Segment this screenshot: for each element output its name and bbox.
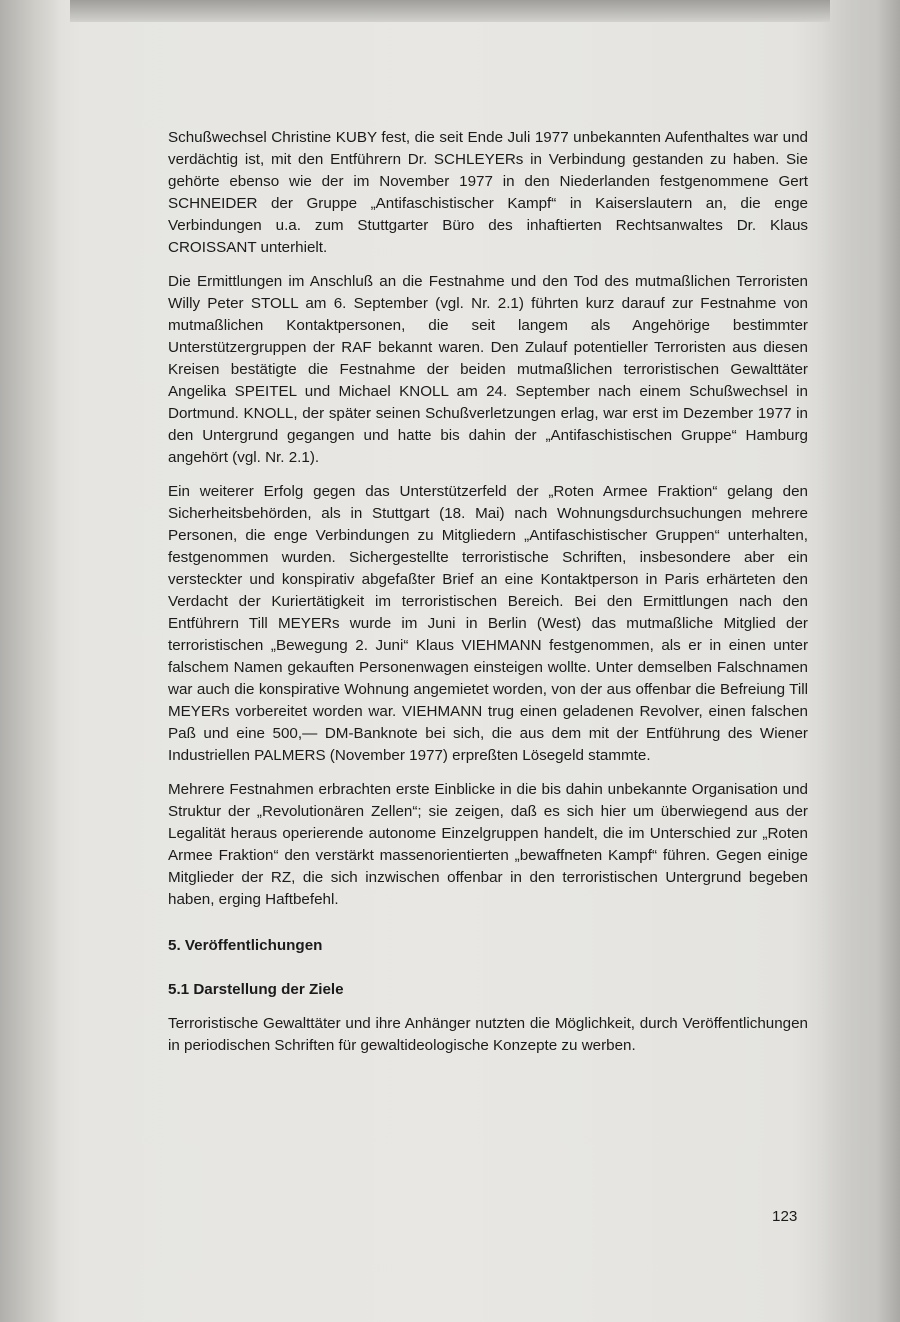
- paragraph-revolutionaere-zellen: Mehrere Festnahmen erbrachten erste Einblicke in die bis dahin unbekannte Organisation und Struktur der „Revolutionären Zellen“; sie zeigen, daß es sich hier um überwiegend aus der Legalität heraus operierende autonome Einzelgruppen handelt, die im Unterschied zur „Roten Armee Fraktion“ den verstärkt massenorientierten „bewaffneten Kampf“ führen. Gegen einige Mitglieder der RZ, die sich inzwischen offenbar in den terroristischen Untergrund begeben haben, erging Haftbefehl.: [168, 781, 808, 908]
- paragraph-veroeffentlichungen: Terroristische Gewalttäter und ihre Anhänger nutzten die Möglichkeit, durch Veröffentlichungen in periodischen Schriften für gewaltideologische Konzepte zu werben.: [168, 1015, 808, 1054]
- paragraph-kuby: Schußwechsel Christine KUBY fest, die seit Ende Juli 1977 unbekannten Aufenthaltes war und verdächtig ist, mit den Entführern Dr. SCHLEYERs in Verbindung gestanden zu haben. Sie gehörte ebenso wie der im November 1977 in den Niederlanden festgenommene Gert SCHNEIDER der Gruppe „Antifaschistischer Kampf“ in Kaiserslautern an, die enge Verbindungen u.a. zum Stuttgarter Büro des inhaftierten Rechtsanwaltes Dr. Klaus CROISSANT unterhielt.: [168, 129, 808, 256]
- paragraph-unterstuetzerfeld: Ein weiterer Erfolg gegen das Unterstützerfeld der „Roten Armee Fraktion“ gelang den Sicherheitsbehörden, als in Stuttgart (18. Mai) nach Wohnungsdurchsuchungen mehrere Personen, die enge Verbindungen zu Mitgliedern „Antifaschistischer Gruppen“ unterhalten, festgenommen wurden. Sichergestellte terroristische Schriften, insbesondere aber ein versteckter und konspirativ abgefaßter Brief an eine Kontaktperson in Paris erhärteten den Verdacht der Kuriertätigkeit im terroristischen Bereich. Bei den Ermittlungen nach den Entführern Till MEYERs wurde im Juni in Berlin (West) das mutmaßliche Mitglied der terroristischen „Bewegung 2. Juni“ Klaus VIEHMANN festgenommen, als er in einen unter falschem Namen gekauften Personenwagen einsteigen wollte. Unter demselben Falschnamen war auch die konspirative Wohnung angemietet worden, von der aus offenbar die Befreiung Till MEYERs vorbereitet worden war. VIEHMANN trug einen geladenen Revolver, einen falschen Paß und eine 500,— DM-Banknote bei sich, die aus dem mit der Entführung des Wiener Industriellen PALMERS (November 1977) erpreßten Lösegeld stammte.: [168, 483, 808, 764]
- body-text: [168, 127, 808, 1069]
- top-page-edge: [70, 0, 830, 22]
- left-page-shadow: [0, 0, 60, 1322]
- paragraph-stoll: Die Ermittlungen im Anschluß an die Festnahme und den Tod des mutmaßlichen Terroristen Willy Peter STOLL am 6. September (vgl. Nr. 2.1) führten kurz darauf zur Festnahme von mutmaßlichen Kontaktpersonen, die seit langem als Angehörige bestimmter Unterstützergruppen der RAF bekannt waren. Den Zulauf potentieller Terroristen aus diesen Kreisen bestätigte die Festnahme der beiden mutmaßlichen terroristischen Gewalttäter Angelika SPEITEL und Michael KNOLL am 24. September nach einem Schußwechsel in Dortmund. KNOLL, der später seinen Schußverletzungen erlag, war erst im Dezember 1977 in den Untergrund gegangen und hatte bis dahin der „Antifaschistischen Gruppe“ Hamburg angehört (vgl. Nr. 2.1).: [168, 273, 808, 466]
- right-page-shadow: [820, 0, 900, 1322]
- page-number: 123: [772, 1208, 798, 1225]
- section-heading: 5. Veröffentlichungen: [168, 937, 323, 954]
- subsection-heading: 5.1 Darstellung der Ziele: [168, 981, 344, 998]
